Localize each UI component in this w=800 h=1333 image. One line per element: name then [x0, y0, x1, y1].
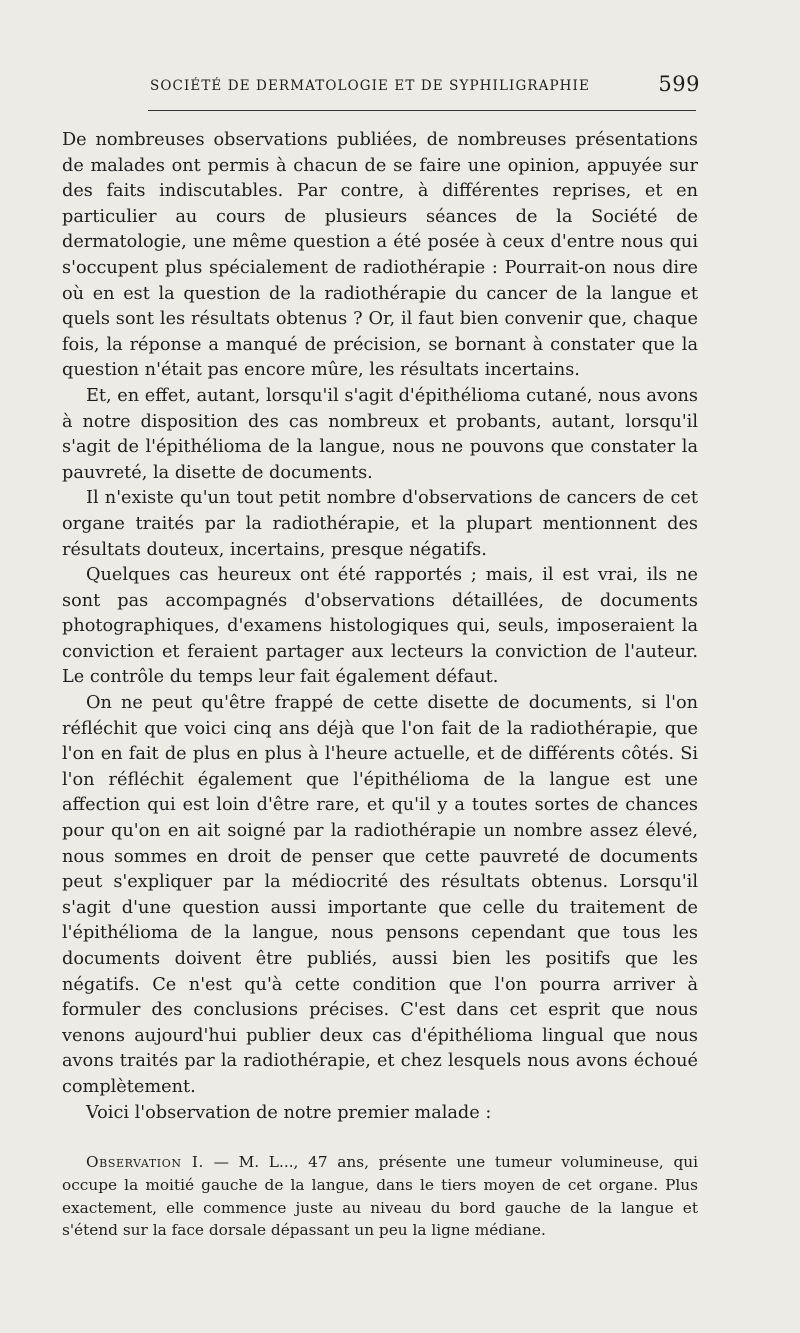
observation-text: — M. L..., 47 ans, présente une tumeur volumineuse, qui occupe la moitié gauche de la langue, dans le tiers moyen de cet organe. Plus exactement, elle commence juste au niveau du bord gauche de la langue et s'étend sur la face dorsale dépassant un peu la ligne médiane. [62, 1153, 698, 1240]
paragraph: On ne peut qu'être frappé de cette disette de documents, si l'on réfléchit que voici cinq ans déjà que l'on fait de la radiothérapie, que l'on en fait de plus en plus à l'heure actuelle, et de différents côtés. Si l'on réfléchit également que l'épithélioma de la langue est une affection qui est loin d'être rare, et qu'il y a toutes sortes de chances pour qu'on en ait soigné par la radiothérapie un nombre assez élevé, nous sommes en droit de penser que cette pauvreté de documents peut s'expliquer par la médiocrité des résultats obtenus. Lorsqu'il s'agit d'une question aussi importante que celle du traitement de l'épithélioma de la langue, nous pensons cependant que tous les documents doivent être publiés, aussi bien les positifs que les négatifs. Ce n'est qu'à cette condition que l'on pourra arriver à formuler des conclusions précises. C'est dans cet esprit que nous venons aujourd'hui publier deux cas d'épithélioma lingual que nous avons traités par la radiothérapie, et chez lesquels nous avons échoué complètement. [62, 693, 698, 1097]
observation-paragraph [62, 1151, 698, 1242]
header-rule [148, 110, 696, 111]
body-text [62, 128, 698, 1126]
observation-label: Observation I. [86, 1153, 204, 1171]
paragraph: Et, en effet, autant, lorsqu'il s'agit d'épithélioma cutané, nous avons à notre disposition des cas nombreux et probants, autant, lorsqu'il s'agit de l'épithélioma de la langue, nous ne pouvons que constater la pauvreté, la disette de documents. [62, 385, 698, 483]
paragraph: Quelques cas heureux ont été rapportés ; mais, il est vrai, ils ne sont pas accompagnés d'observations détaillées, de documents photographiques, d'examens histologiques qui, seuls, imposeraient la conviction et feraient partager aux lecteurs la conviction de l'auteur. Le contrôle du temps leur fait également défaut. [62, 565, 698, 688]
running-title: SOCIÉTÉ DE DERMATOLOGIE ET DE SYPHILIGRAPHIE [150, 78, 590, 94]
running-header [60, 72, 700, 100]
paragraph: De nombreuses observations publiées, de nombreuses présentations de malades ont permis à chacun de se faire une opinion, appuyée sur des faits indiscutables. Par contre, à différentes reprises, et en particulier au cours de plusieurs séances de la Société de dermatologie, une même question a été posée à ceux d'entre nous qui s'occupent plus spécialement de radiothérapie : Pourrait-on nous dire où en est la question de la radiothérapie du cancer de la langue et quels sont les résultats obtenus ? Or, il faut bien convenir que, chaque fois, la réponse a manqué de précision, se bornant à constater que la question n'était pas encore mûre, les résultats incertains. [62, 130, 698, 381]
paragraph: Il n'existe qu'un tout petit nombre d'observations de cancers de cet organe traités par la radiothérapie, et la plupart mentionnent des résultats douteux, incertains, presque négatifs. [62, 488, 698, 560]
observation-block [62, 1151, 698, 1242]
page-number: 599 [658, 72, 700, 96]
paragraph: Voici l'observation de notre premier malade : [86, 1102, 492, 1123]
